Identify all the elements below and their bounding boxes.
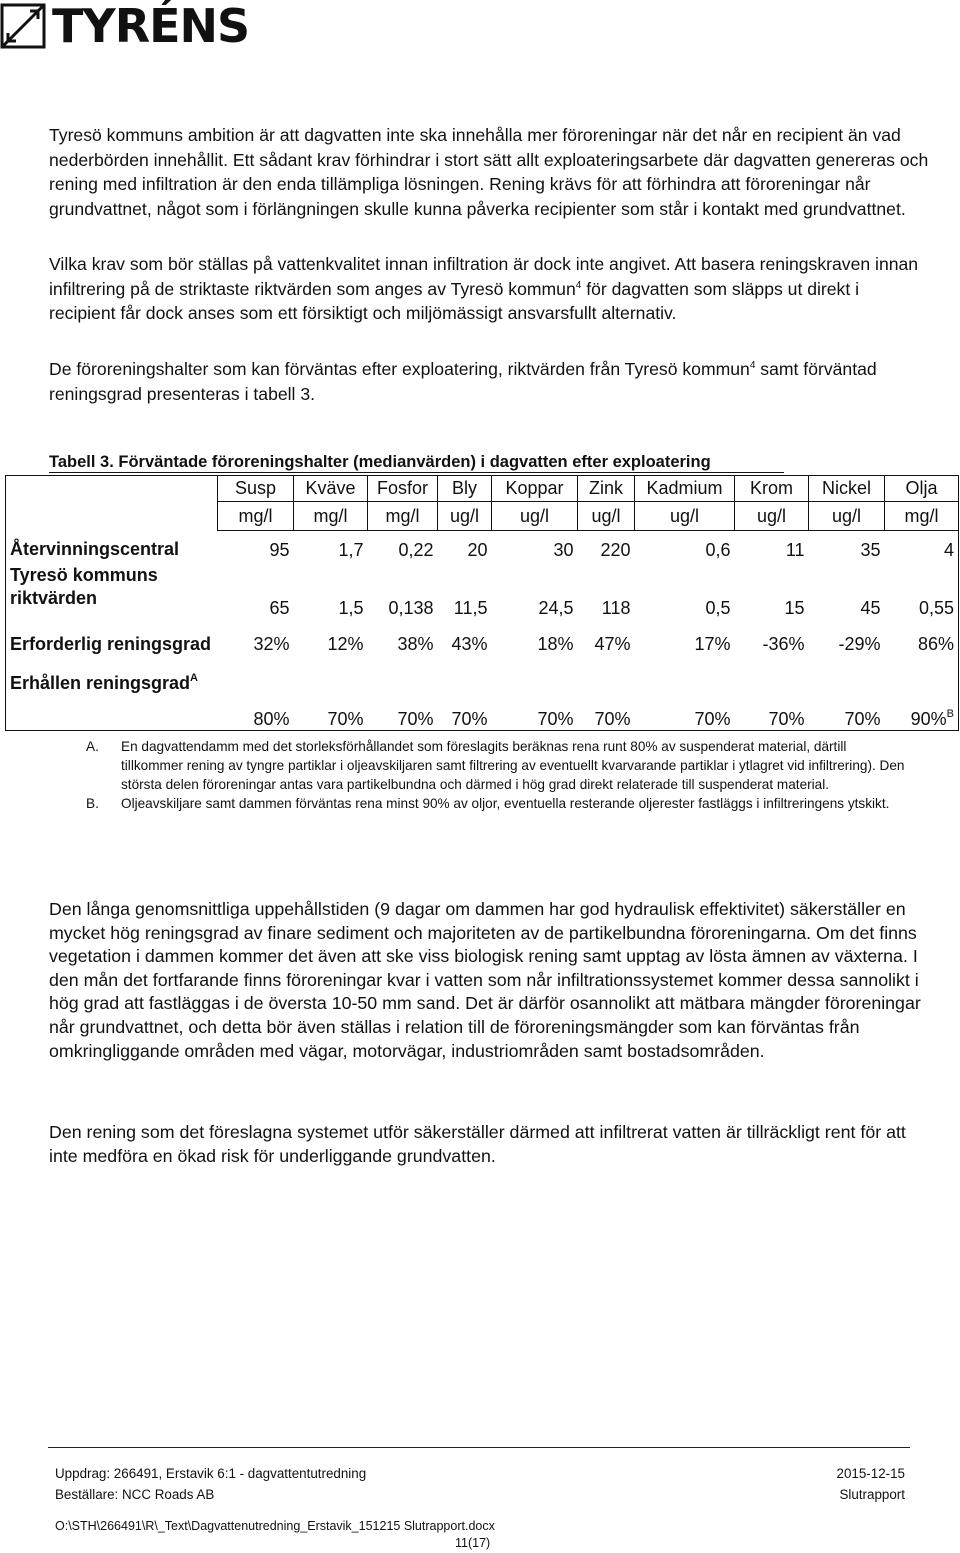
value-cell: 45: [860, 598, 881, 618]
table-row: [6, 619, 959, 669]
header-cell: Zink: [578, 476, 635, 502]
paragraph-residence-time: Den långa genomsnittliga uppehållstiden (9 dagar om dammen har god hydraulisk effektivitet) säkerställer en mycket hög reningsgrad av finare sediment och majoriteten av de partikelbundna föroreningarna. Om det finns vegetation i dammen kommer det även att ske viss biologisk rening samt upptag av lösta ämnen av växterna. I den mån det fortfarande finns föroreningar kvar i vatten som når infiltrationssystemet kommer dessa sannolikt i hög grad att fastläggas i de översta 10-50 mm sand. Det är därför osannolikt att mätbara mängder föroreningar når grundvattnet, och detta bör även ställas i relation till de föroreningsmängder som kan förväntas från omkringliggande områden med vägar, motorvägar, industriområden samt bostadsområden.: [49, 899, 921, 1061]
value-cell: 70%: [294, 669, 368, 731]
note-ref: A: [190, 672, 198, 684]
header-cell: Koppar: [492, 476, 578, 502]
header-cell: Krom: [735, 476, 809, 502]
value-cell: 35: [860, 540, 881, 560]
footer-doc-type: Slutrapport: [839, 1487, 905, 1502]
value-cell: 0,138: [388, 598, 434, 618]
value-cell: 70%: [438, 669, 492, 731]
row-label: Återvinningscentral: [6, 531, 218, 562]
header-cell: Olja: [885, 476, 959, 502]
footer-file-path: O:\STH\266491\R\_Text\Dagvattenutredning_Erstavik_151215 Slutrapport.docx: [55, 1519, 495, 1533]
paragraph-conclusion: Den rening som det föreslagna systemet utför säkerställer därmed att infiltrerat vatten är tillräckligt rent för att inte medföra en ökad risk för underliggande grundvatten.: [49, 1122, 906, 1166]
note-marker: A.: [86, 739, 99, 754]
paragraph-ambition: Tyresö kommuns ambition är att dagvatten inte ska innehålla mer föroreningar när det når en recipient än vad nederbörden innehållit. Ett sådant krav förhindrar i stort sätt allt exploateringsarbete där dagvatten genereras och rening med infiltration är den enda tillämpliga lösningen. Rening krävs för att förhindra att föroreningar når grundvattnet, något som i förlängningen skulle kunna påverka recipienter som står i kontakt med grundvattnet.: [49, 125, 929, 219]
logo-text: TYRÉNS: [52, 0, 250, 53]
value-cell: 0,22: [398, 540, 434, 560]
unit-cell: ug/l: [635, 502, 735, 531]
value-cell: 11,5: [453, 598, 488, 618]
value-cell: 1,7: [338, 540, 364, 560]
row-label: [6, 669, 218, 731]
header-cell: Kväve: [294, 476, 368, 502]
value-cell: 1,5: [338, 598, 364, 618]
unit-cell: ug/l: [809, 502, 885, 531]
value-cell: [885, 669, 959, 731]
value-text: 90%: [910, 709, 947, 729]
row-label-text: Erhållen reningsgrad: [10, 673, 191, 693]
table-notes: [86, 737, 906, 813]
value-cell: 43%: [451, 633, 488, 654]
value-cell: 70%: [735, 669, 809, 731]
value-cell: 20: [467, 540, 488, 560]
value-cell: 15: [784, 598, 805, 618]
table-row: [6, 561, 959, 619]
value-cell: 30: [553, 540, 574, 560]
unit-cell: ug/l: [735, 502, 809, 531]
footnote-ref: 4: [575, 279, 582, 291]
value-cell: 0,55: [885, 561, 959, 619]
tyrens-logo-mark-icon: [0, 3, 46, 49]
note-marker: B.: [86, 796, 99, 811]
value-cell: 70%: [809, 669, 885, 731]
unit-cell: mg/l: [368, 502, 438, 531]
unit-cell: ug/l: [438, 502, 492, 531]
header-cell: Susp: [218, 476, 294, 502]
value-cell: 0,6: [705, 540, 731, 560]
note-text: En dagvattendamm med det storleksförhållandet som föreslagits beräknas rena runt 80% av suspenderat material, därtill tillkommer rening av tyngre partiklar i oljeavskiljaren samt filtrering av eventuellt kvarvarande partiklar i ytlagret vid infiltrering). Den största delen föroreningar antas vara partikelbundna och därmed i hög grad direkt relaterade till suspenderat material.: [121, 739, 905, 792]
paragraph-requirements: [49, 252, 929, 326]
note-ref: B: [946, 708, 954, 720]
note-text: Oljeavskiljare samt dammen förväntas rena minst 90% av oljor, eventuella resterande oljerester fastläggs i infiltreringens ytskikt.: [121, 796, 890, 811]
table-note: [86, 794, 906, 813]
footer-assignment: Uppdrag: 266491, Erstavik 6:1 - dagvattentutredning: [55, 1466, 367, 1481]
value-cell: 24,5: [538, 598, 574, 618]
unit-cell: mg/l: [885, 502, 959, 531]
value-cell: 118: [601, 598, 631, 618]
value-cell: 0,5: [705, 598, 731, 618]
value-cell: 65: [269, 598, 290, 618]
value-cell: 220: [600, 540, 631, 560]
unit-cell: mg/l: [218, 502, 294, 531]
header-cell: Kadmium: [635, 476, 735, 502]
footer-divider: [48, 1447, 910, 1448]
header-cell: Fosfor: [368, 476, 438, 502]
footnote-ref: 4: [749, 360, 756, 371]
pollutant-table: [5, 475, 959, 731]
paragraph-requirements-text: Vilka krav som bör ställas på vattenkvalitet innan infiltration är dock inte angivet. Att basera reningskraven innan infiltrering på de striktaste riktvärden som anges av Tyresö kommun: [49, 254, 919, 299]
value-cell: -36%: [762, 633, 805, 654]
value-cell: -29%: [838, 633, 881, 654]
row-label: Erforderlig reningsgrad: [6, 619, 218, 669]
table-caption: Tabell 3. Förväntade föroreningshalter (medianvärden) i dagvatten efter exploatering: [49, 452, 784, 473]
row-label: Tyresö kommuns riktvärden: [6, 561, 218, 619]
value-cell: 32%: [253, 633, 290, 654]
unit-cell: ug/l: [492, 502, 578, 531]
value-cell: 70%: [635, 669, 735, 731]
value-cell: 70%: [368, 669, 438, 731]
value-cell: 80%: [218, 669, 294, 731]
value-cell: 18%: [537, 633, 574, 654]
value-cell: 70%: [578, 669, 635, 731]
value-cell: 4: [885, 531, 959, 562]
paragraph-table-intro-text-end: samt förväntad reningsgrad presenteras i tabell 3.: [49, 359, 877, 404]
header-cell: Bly: [438, 476, 492, 502]
footer-page-number: 11(17): [455, 1536, 491, 1550]
value-cell: 38%: [397, 633, 434, 654]
footer-date: 2015-12-15: [836, 1466, 905, 1481]
table-corner: [6, 476, 218, 502]
value-cell: 12%: [327, 633, 364, 654]
value-cell: 95: [269, 540, 290, 560]
paragraph-table-intro-text: De föroreningshalter som kan förväntas efter exploatering, riktvärden från Tyresö kommun: [49, 359, 750, 379]
unit-cell: ug/l: [578, 502, 635, 531]
table-row: [6, 669, 959, 731]
header-cell: Nickel: [809, 476, 885, 502]
table-row: [6, 531, 959, 562]
table-corner: [6, 502, 218, 531]
tyrens-logo: [0, 0, 250, 53]
value-cell: 17%: [694, 633, 731, 654]
value-cell: 70%: [492, 669, 578, 731]
unit-cell: mg/l: [294, 502, 368, 531]
paragraph-requirements-text-end: för dagvatten som släpps ut direkt i recipient får dock anses som ett försiktigt och miljömässigt ansvarsfullt alternativ.: [49, 278, 860, 323]
value-cell: 11: [785, 540, 805, 560]
value-cell: 86%: [885, 619, 959, 669]
value-cell: 47%: [594, 633, 631, 654]
table-note: [86, 737, 906, 794]
table-unit-row: [6, 502, 959, 531]
footer-client: Beställare: NCC Roads AB: [55, 1487, 215, 1502]
table-header-row: [6, 476, 959, 502]
paragraph-table-intro: [49, 357, 929, 406]
